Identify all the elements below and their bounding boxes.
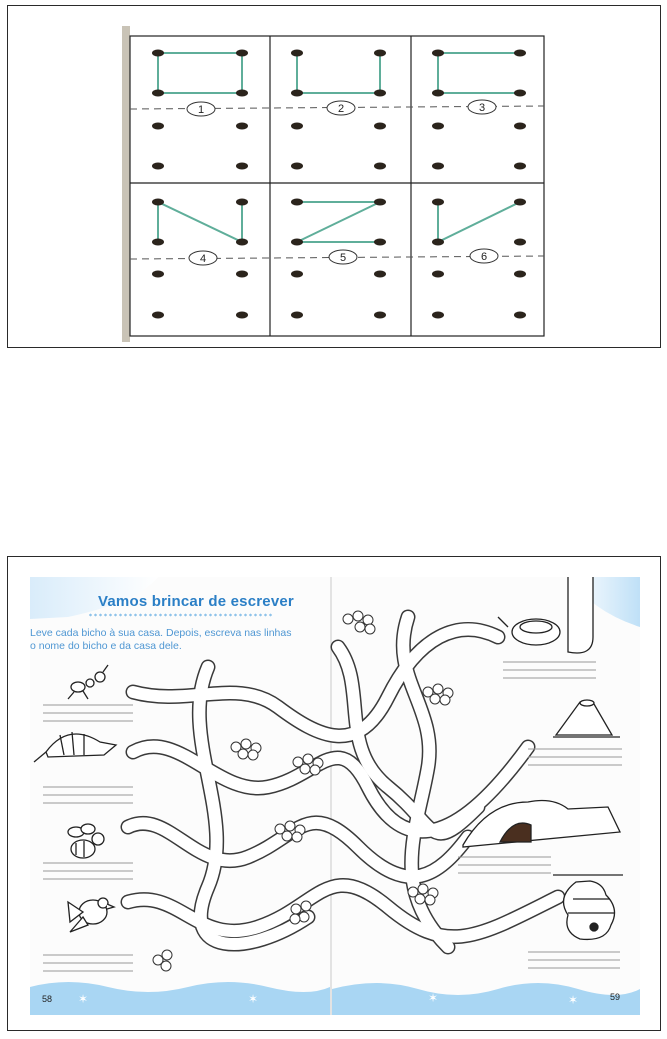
dot — [152, 50, 164, 57]
dot-grid-worksheet — [7, 5, 661, 348]
dot — [291, 199, 303, 206]
dot — [374, 163, 386, 170]
exercise-number: 4 — [199, 253, 207, 265]
exercise-number: 2 — [337, 103, 345, 115]
exercise-5 — [291, 199, 386, 319]
traced-path — [438, 202, 520, 242]
dot — [152, 123, 164, 130]
maze-worksheet — [7, 556, 661, 1031]
star-icon: ✶ — [428, 991, 439, 1005]
dot — [236, 123, 248, 130]
dot — [432, 50, 444, 57]
dot — [432, 163, 444, 170]
exercise-2 — [291, 50, 386, 170]
dot — [514, 123, 526, 130]
exercise-number: 1 — [197, 104, 205, 116]
dot — [236, 239, 248, 246]
star-icon: ✶ — [568, 993, 579, 1007]
dot — [432, 123, 444, 130]
dot — [374, 199, 386, 206]
dot — [291, 123, 303, 130]
dot — [236, 271, 248, 278]
dot — [291, 239, 303, 246]
exercise-3 — [432, 50, 526, 170]
dot — [374, 90, 386, 97]
dot — [432, 271, 444, 278]
dot — [152, 312, 164, 319]
exercise-6 — [432, 199, 526, 319]
dot — [514, 239, 526, 246]
dot-grid-svg — [8, 6, 662, 349]
traced-path — [158, 202, 242, 242]
traced-path — [297, 53, 380, 93]
dot — [236, 50, 248, 57]
traced-path — [297, 202, 380, 242]
dot — [374, 239, 386, 246]
title-underline-dots — [88, 613, 274, 617]
page-title: Vamos brincar de escrever — [98, 593, 294, 610]
exercise-number: 5 — [339, 252, 347, 264]
dot — [291, 312, 303, 319]
dot — [236, 163, 248, 170]
traced-path — [438, 53, 520, 93]
dot — [514, 271, 526, 278]
dot — [432, 90, 444, 97]
dot — [514, 50, 526, 57]
exercise-1 — [152, 50, 248, 170]
instruction-text: Leve cada bicho à sua casa. Depois, escreva nas linhas o nome do bicho e da casa dele. — [30, 627, 292, 652]
dot — [236, 199, 248, 206]
page-edge-shadow — [122, 26, 130, 342]
dot — [152, 163, 164, 170]
dot — [236, 312, 248, 319]
star-icon: ✶ — [248, 992, 259, 1006]
dot — [374, 123, 386, 130]
dot — [514, 90, 526, 97]
grid-border — [130, 36, 544, 336]
traced-path — [158, 53, 242, 93]
exercise-number: 3 — [478, 102, 486, 114]
dot — [236, 90, 248, 97]
dot — [432, 312, 444, 319]
dot — [152, 271, 164, 278]
dot — [374, 50, 386, 57]
dot — [432, 199, 444, 206]
dot — [152, 199, 164, 206]
dot — [374, 312, 386, 319]
dot — [432, 239, 444, 246]
dot — [374, 271, 386, 278]
dot — [291, 163, 303, 170]
star-icon: ✶ — [78, 992, 89, 1006]
exercise-number: 6 — [480, 251, 488, 263]
dot — [291, 90, 303, 97]
dot — [291, 271, 303, 278]
dot — [152, 90, 164, 97]
page-number-right: 59 — [610, 992, 621, 1002]
dot — [152, 239, 164, 246]
page-number-left: 58 — [42, 994, 53, 1004]
dot — [514, 312, 526, 319]
dot — [514, 199, 526, 206]
dot — [514, 163, 526, 170]
dot — [291, 50, 303, 57]
